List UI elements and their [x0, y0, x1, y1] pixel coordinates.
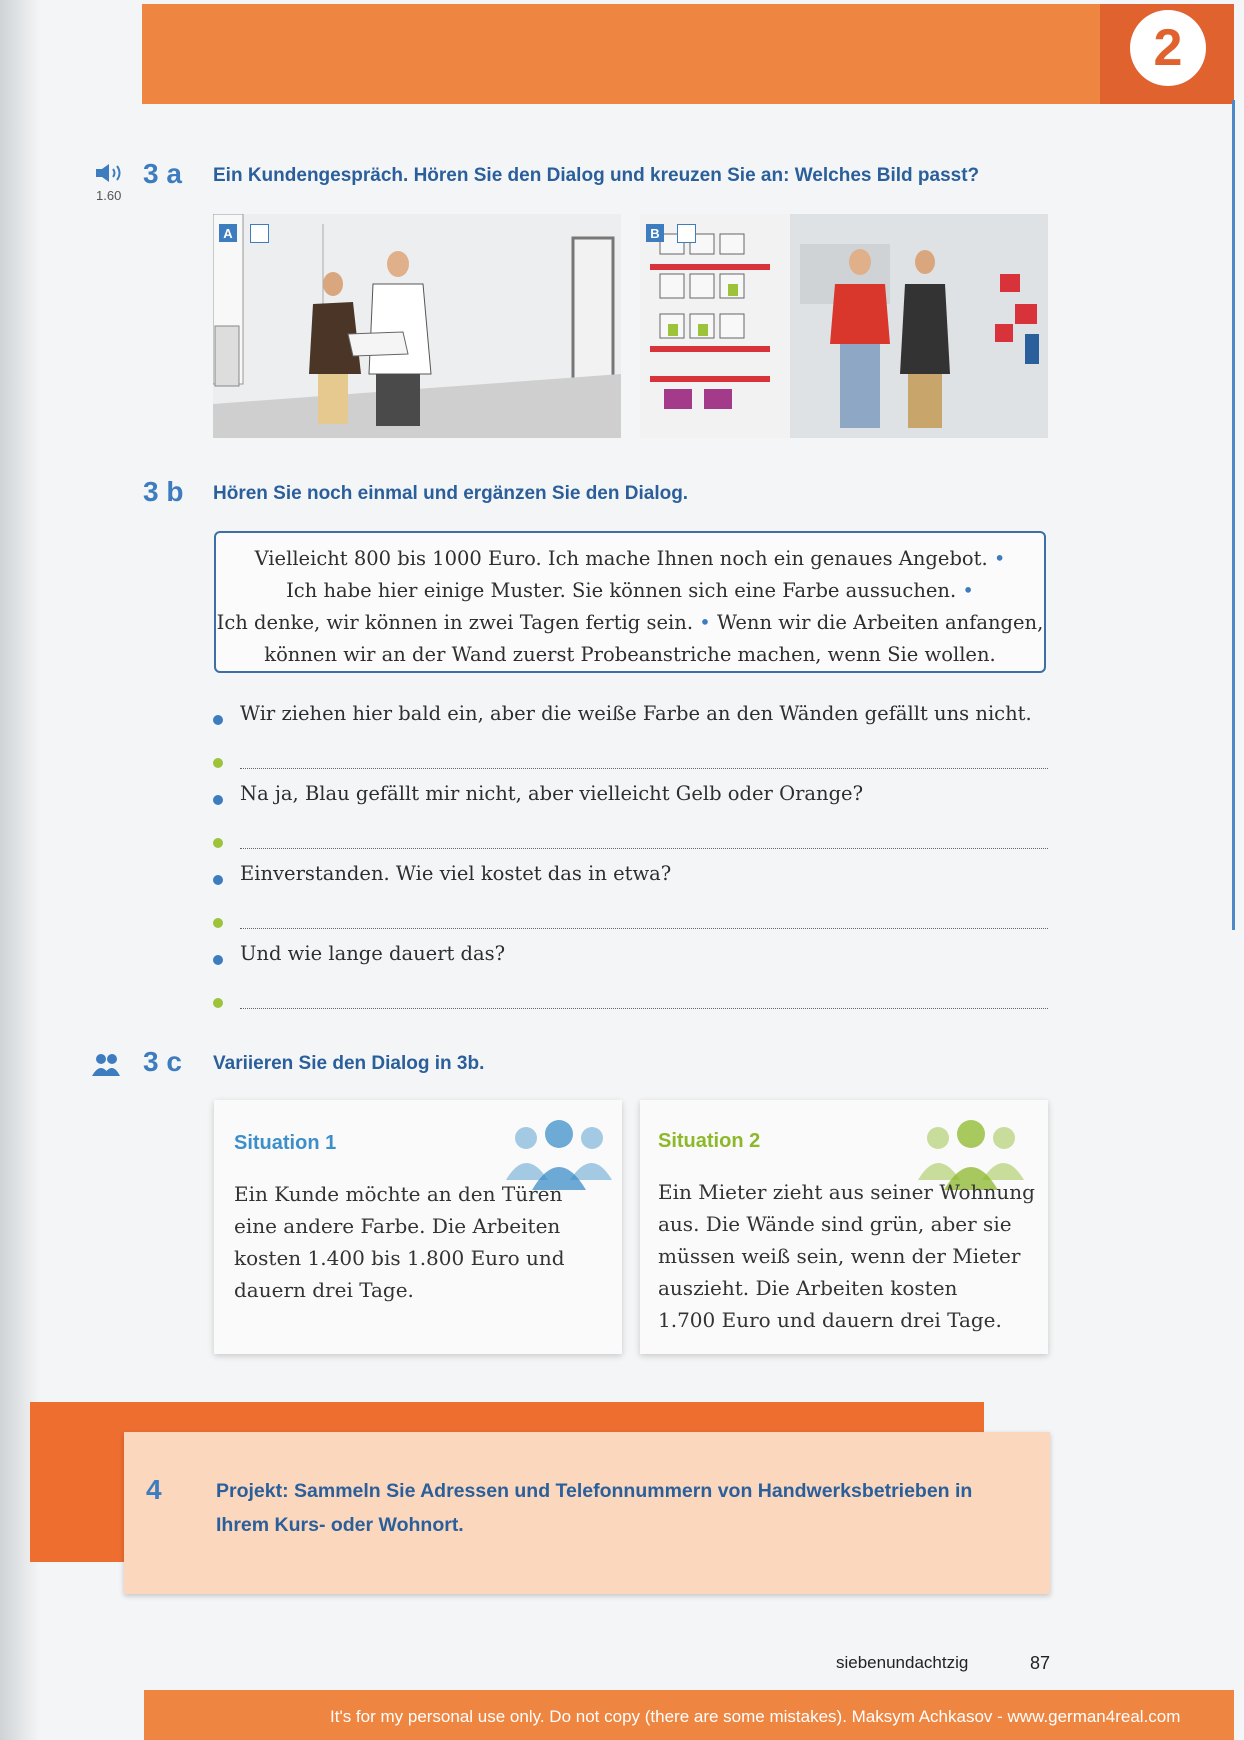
exercise-title-3a: Ein Kundengespräch. Hören Sie den Dialog und kreuzen Sie an: Welches Bild passt? [213, 165, 980, 186]
project-text-line: Ihrem Kurs- oder Wohnort. [216, 1514, 464, 1536]
sentence-box-line: Ich denke, wir können in zwei Tagen fertig sein. [216, 611, 694, 634]
exercise-title-3c: Variieren Sie den Dialog in 3b. [213, 1053, 485, 1074]
exercise-title-3b: Hören Sie noch einmal und ergänzen Sie den Dialog. [213, 483, 689, 504]
speaker-b-bullet-icon [213, 998, 223, 1008]
answer-blank[interactable] [240, 904, 1048, 929]
speaker-a-bullet-icon [213, 795, 223, 805]
answer-blank[interactable] [240, 744, 1048, 769]
speaker-b-bullet-icon [213, 758, 223, 768]
situation-text-line: kosten 1.400 bis 1.800 Euro und [234, 1246, 565, 1270]
audio-track-number: 1.60 [96, 188, 122, 203]
speaker-a-bullet-icon [213, 875, 223, 885]
dialog-line: Einverstanden. Wie viel kostet das in etwa? [240, 862, 672, 885]
separator-dot-icon: • [699, 611, 711, 634]
dialog-line: Na ja, Blau gefällt mir nicht, aber vielleicht Gelb oder Orange? [240, 782, 864, 805]
speaker-b-bullet-icon [213, 918, 223, 928]
situation-title: Situation 1 [234, 1132, 337, 1154]
sentence-box-line: Vielleicht 800 bis 1000 Euro. Ich mache Ihnen noch ein genaues Angebot. [254, 547, 988, 570]
situation-text-line: dauern drei Tage. [234, 1278, 414, 1302]
dialog-line: Und wie lange dauert das? [240, 942, 506, 965]
picture-a-checkbox[interactable] [250, 224, 269, 243]
situation-text-line: Ein Kunde möchte an den Türen [234, 1182, 563, 1206]
answer-blank[interactable] [240, 984, 1048, 1009]
answer-blank[interactable] [240, 824, 1048, 849]
sentence-box-line: können wir an der Wand zuerst Probeanstriche machen, wenn Sie wollen. [264, 643, 996, 666]
situation-text-line: eine andere Farbe. Die Arbeiten [234, 1214, 561, 1238]
page-number: 87 [1030, 1653, 1051, 1673]
exercise-number-3b: 3 b [143, 476, 184, 507]
situation-text-line: auszieht. Die Arbeiten kosten [658, 1276, 958, 1300]
picture-a [213, 214, 621, 438]
situation-text-line: aus. Die Wände sind grün, aber sie [658, 1212, 1012, 1236]
partner-work-icon [92, 1052, 120, 1078]
picture-a-label: A [219, 224, 237, 242]
page-edge-stripe [1232, 100, 1235, 930]
situation-title: Situation 2 [658, 1130, 761, 1152]
situation-text-line: müssen weiß sein, wenn der Mieter [658, 1244, 1021, 1268]
separator-dot-icon: • [993, 547, 1006, 570]
picture-b [640, 214, 1048, 438]
situation-text-line: 1.700 Euro und dauern drei Tage. [658, 1308, 1002, 1332]
chapter-number: 2 [1130, 10, 1206, 86]
exercise-number-3c: 3 c [143, 1046, 182, 1077]
situation-card-2 [640, 1100, 1048, 1354]
speaker-b-bullet-icon [213, 838, 223, 848]
chapter-header-bar [142, 4, 1234, 104]
picture-b-checkbox[interactable] [677, 224, 696, 243]
exercise-number-3a: 3 a [143, 158, 182, 189]
project-box [124, 1432, 1050, 1594]
audio-speaker-icon[interactable] [96, 163, 126, 183]
page-number-word: siebenundachtzig [836, 1653, 969, 1672]
picture-b-label: B [646, 224, 664, 242]
watermark-text: It's for my personal use only. Do not copy (there are some mistakes). Maksym Achkasov - www.german4real.com [330, 1707, 1181, 1726]
sentence-box-line: Ich habe hier einige Muster. Sie können sich eine Farbe aussuchen. [286, 579, 957, 602]
dialog-line: Wir ziehen hier bald ein, aber die weiße Farbe an den Wänden gefällt uns nicht. [240, 702, 1032, 725]
sentence-box [214, 531, 1046, 673]
situation-card-1 [214, 1100, 622, 1354]
situation-text-line: Ein Mieter zieht aus seiner Wohnung [658, 1180, 1035, 1204]
sentence-box-line: Wenn wir die Arbeiten anfangen, [716, 611, 1044, 634]
separator-dot-icon: • [962, 579, 974, 602]
speaker-a-bullet-icon [213, 955, 223, 965]
project-text-line: Projekt: Sammeln Sie Adressen und Telefonnummern von Handwerksbetrieben in [216, 1480, 973, 1502]
exercise-number-4: 4 [146, 1474, 162, 1505]
speaker-a-bullet-icon [213, 715, 223, 725]
